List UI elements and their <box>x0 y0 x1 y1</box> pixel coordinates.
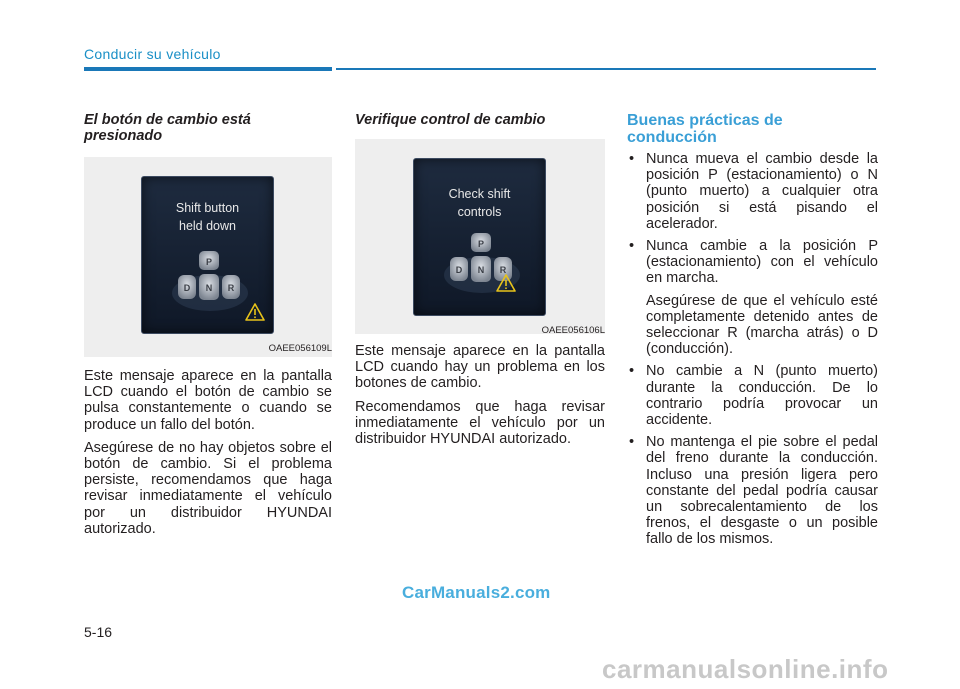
practices-list <box>627 151 878 548</box>
watermark-carmanuals2: CarManuals2.com <box>402 583 551 602</box>
list-item <box>627 238 878 357</box>
paragraph: Este mensaje aparece en la pantalla LCD cuando hay un problema en los botones de cambio. <box>355 343 605 392</box>
lcd-message-line1: Shift button <box>175 201 240 215</box>
paragraph: Recomendamos que haga revisar inmediatamente el vehículo por un distribuidor HYUNDAI autorizado. <box>355 398 605 448</box>
section-title: Conducir su vehículo <box>84 46 221 62</box>
header-rule <box>336 68 876 70</box>
n-button-label: N <box>205 283 213 293</box>
r-button-label: R <box>499 265 507 275</box>
d-button-label: D <box>183 283 191 293</box>
subtitle-check-shift-controls: Verifique control de cambio <box>355 112 546 128</box>
figure-code: OAEE056109L <box>268 343 332 354</box>
lcd-message-line2: held down <box>179 219 236 233</box>
p-button-label: P <box>205 257 213 267</box>
lcd-screen <box>413 158 546 316</box>
list-item-text: Nunca cambie a la posición P (estacionamiento) con el vehículo en marcha. <box>646 238 878 287</box>
list-item <box>627 434 878 547</box>
col3-body <box>627 151 878 554</box>
list-item-text: No cambie a N (punto muerto) durante la conducción. De lo contrario podría provocar un accidente. <box>646 363 878 429</box>
d-button <box>450 257 468 281</box>
r-button <box>222 275 240 299</box>
warning-icon <box>496 274 516 292</box>
n-button <box>199 274 219 300</box>
figure-code: OAEE056106L <box>541 325 605 336</box>
d-button-label: D <box>455 265 463 275</box>
lcd-message-line1: Check shift <box>448 187 511 201</box>
r-button-label: R <box>227 283 235 293</box>
lcd-message <box>142 199 273 235</box>
n-button <box>471 256 491 282</box>
paragraph: Asegúrese de no hay objetos sobre el botón de cambio. Si el problema persiste, recomendamos que haga revisar inmediatamente el vehículo por un distribuidor HYUNDAI autorizado. <box>84 439 332 537</box>
lcd-screen <box>141 176 274 334</box>
lcd-message-line2: controls <box>457 205 502 219</box>
header-rule-accent <box>84 67 332 71</box>
d-button <box>178 275 196 299</box>
bullet: • <box>629 151 635 167</box>
list-item-text: No mantenga el pie sobre el pedal del freno durante la conducción. Incluso una presión ligera pero constante del pedal podría causar un sobrecalentamiento de los frenos, el desgaste o un posible fallo de los mismos. <box>646 434 878 548</box>
p-button-label: P <box>477 239 485 249</box>
bullet: • <box>629 363 635 380</box>
page-number: 5-16 <box>84 624 113 640</box>
col1-body <box>84 368 332 544</box>
p-button <box>199 251 219 270</box>
list-item-extra: Asegúrese de que el vehículo esté completamente detenido antes de seleccionar R (marcha atrás) o D (conducción). <box>646 292 878 358</box>
list-item-text: Nunca mueva el cambio desde la posición P (estacionamiento) o N (punto muerto) a cualquier otra posición si está pisando el acelerador. <box>646 151 878 232</box>
n-button-label: N <box>477 265 485 275</box>
figure-check-shift-controls <box>355 139 605 334</box>
heading-good-driving-practices: Buenas prácticas de conducción <box>627 112 783 146</box>
shift-buttons-graphic <box>170 245 250 317</box>
col2-body <box>355 343 605 454</box>
watermark-carmanualsonline: carmanualsonline.info <box>602 654 889 684</box>
p-button <box>471 233 491 252</box>
bullet: • <box>629 238 635 255</box>
bullet: • <box>629 434 635 451</box>
warning-icon <box>245 303 265 321</box>
list-item <box>627 363 878 428</box>
list-item <box>627 151 878 232</box>
paragraph: Este mensaje aparece en la pantalla LCD cuando el botón de cambio se pulsa constantemente o cuando se produce un fallo del botón. <box>84 368 332 433</box>
figure-shift-button-held <box>84 157 332 357</box>
subtitle-shift-button-pressed: El botón de cambio está presionado <box>84 112 251 144</box>
lcd-message <box>414 185 545 221</box>
